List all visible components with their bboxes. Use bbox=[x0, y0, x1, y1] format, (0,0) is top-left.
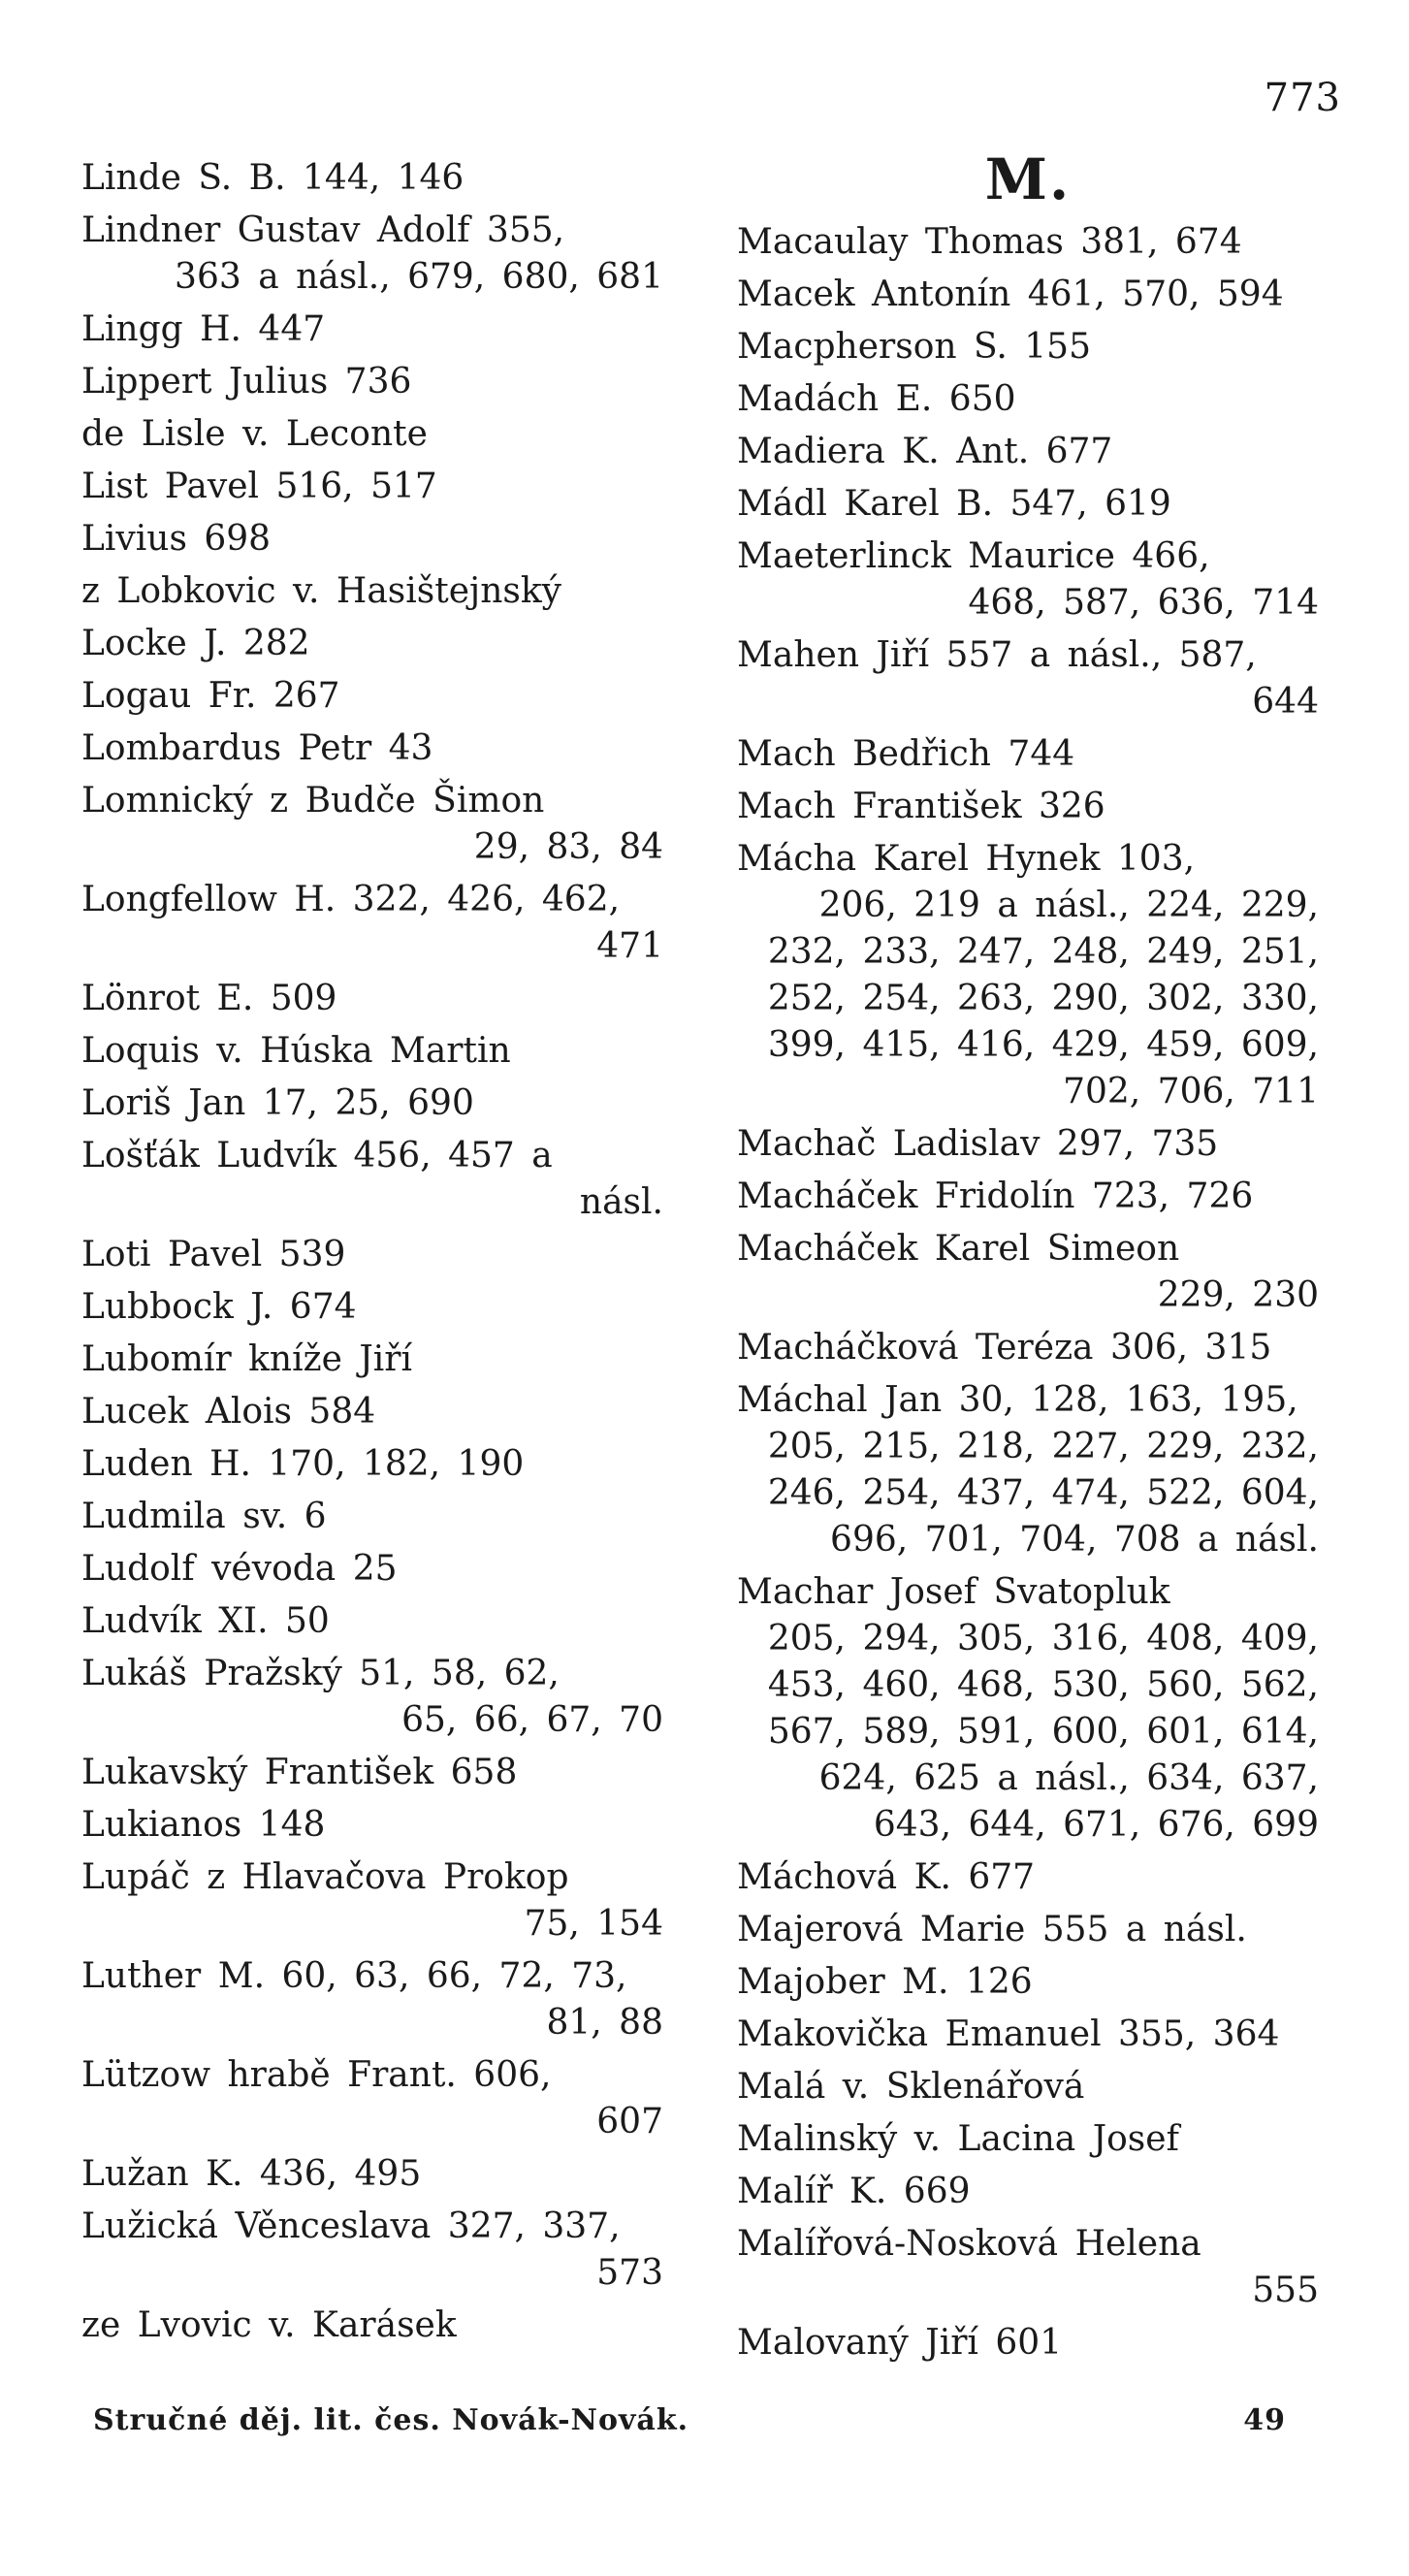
index-entry-name: Locke J. 282 bbox=[81, 624, 310, 663]
index-entry bbox=[81, 1028, 663, 1075]
index-entry-pages: 607 bbox=[596, 2102, 663, 2141]
index-entry-name: Loti Pavel 539 bbox=[81, 1235, 346, 1274]
index-entry bbox=[737, 1907, 1319, 1953]
index-entry-name: Mach Bedřich 744 bbox=[737, 734, 1075, 774]
index-entry bbox=[737, 376, 1319, 423]
page-number: 773 bbox=[1264, 76, 1341, 120]
index-column-left bbox=[81, 155, 663, 2355]
index-entry-pages: 75, 154 bbox=[524, 1904, 663, 1944]
index-entry bbox=[81, 673, 663, 720]
index-entry-pages: 206, 219 a násl., 224, 229, 232, 233, 247, 248, 249, 251, 252, 254, 263, 290, 302, 330, 399, 415, 416, 429, 459, 609, 702, 706, 711 bbox=[767, 886, 1319, 1111]
index-entry-pages: násl. bbox=[579, 1182, 663, 1222]
index-entry-name: Máchal Jan 30, 128, 163, 195, bbox=[737, 1380, 1298, 1420]
index-entry bbox=[737, 429, 1319, 475]
index-entry bbox=[737, 481, 1319, 528]
index-entry bbox=[81, 359, 663, 405]
index-entry bbox=[737, 1325, 1319, 1371]
index-entry-name: Luther M. 60, 63, 66, 72, 73, bbox=[81, 1956, 627, 1996]
index-entry bbox=[81, 1750, 663, 1796]
index-entry bbox=[81, 1598, 663, 1645]
index-entry bbox=[81, 2302, 663, 2349]
index-entry bbox=[81, 976, 663, 1022]
index-entry-name: Lupáč z Hlavačova Prokop bbox=[81, 1857, 569, 1897]
index-entry-name: Lippert Julius 736 bbox=[81, 362, 412, 402]
index-entry-name: Lukáš Pražský 51, 58, 62, bbox=[81, 1654, 560, 1693]
index-entry bbox=[81, 1854, 663, 1948]
index-entry-pages: 644 bbox=[1252, 682, 1319, 722]
index-entry-pages: 205, 215, 218, 227, 229, 232, 246, 254, 437, 474, 522, 604, 696, 701, 704, 708 a násl. bbox=[767, 1427, 1319, 1560]
index-entry-name: Lubomír kníže Jiří bbox=[81, 1339, 413, 1379]
index-entry bbox=[81, 877, 663, 970]
index-entry bbox=[81, 464, 663, 510]
index-entry-name: Madách E. 650 bbox=[737, 379, 1016, 419]
index-entry-name: Mádl Karel B. 547, 619 bbox=[737, 484, 1171, 524]
index-entry-name: Malíř K. 669 bbox=[737, 2172, 971, 2211]
index-entry-name: Lukianos 148 bbox=[81, 1805, 326, 1845]
index-entry bbox=[737, 1569, 1319, 1849]
index-entry-name: Ludolf vévoda 25 bbox=[81, 1549, 398, 1589]
index-entry-pages: 573 bbox=[596, 2253, 663, 2293]
index-entry-name: de Lisle v. Leconte bbox=[81, 414, 428, 454]
index-entry-name: Lönrot E. 509 bbox=[81, 979, 337, 1018]
index-entry-name: Lingg H. 447 bbox=[81, 309, 326, 349]
index-entry bbox=[81, 2204, 663, 2297]
index-entry-name: Lošťák Ludvík 456, 457 a bbox=[81, 1136, 553, 1175]
index-entry-name: Macek Antonín 461, 570, 594 bbox=[737, 274, 1284, 314]
index-entry-name: Lombardus Petr 43 bbox=[81, 728, 433, 768]
index-entry bbox=[81, 2052, 663, 2145]
index-entry bbox=[81, 1389, 663, 1435]
index-entry bbox=[737, 632, 1319, 725]
index-entry-name: Longfellow H. 322, 426, 462, bbox=[81, 880, 621, 919]
index-entry-pages: 81, 88 bbox=[546, 2003, 663, 2043]
index-entry-name: Máchová K. 677 bbox=[737, 1857, 1036, 1897]
index-entry bbox=[81, 1651, 663, 1744]
index-entry-name: Lukavský František 658 bbox=[81, 1753, 518, 1792]
index-entry-name: Lužická Věnceslava 327, 337, bbox=[81, 2206, 621, 2246]
index-entry bbox=[737, 731, 1319, 778]
index-entry-name: Lindner Gustav Adolf 355, bbox=[81, 210, 565, 250]
index-entry bbox=[737, 1226, 1319, 1319]
index-entry bbox=[81, 1133, 663, 1226]
index-entry bbox=[81, 306, 663, 353]
index-entry bbox=[737, 1959, 1319, 2006]
index-entry-name: Lubbock J. 674 bbox=[81, 1287, 357, 1327]
index-entry-name: Maeterlinck Maurice 466, bbox=[737, 536, 1210, 576]
index-entry-name: Macaulay Thomas 381, 674 bbox=[737, 222, 1242, 262]
index-entry bbox=[737, 2221, 1319, 2314]
index-entry-name: Malinský v. Lacina Josef bbox=[737, 2119, 1179, 2159]
index-entry-name: Machač Ladislav 297, 735 bbox=[737, 1124, 1219, 1164]
index-entry-name: Madiera K. Ant. 677 bbox=[737, 432, 1113, 471]
index-entry-name: Ludmila sv. 6 bbox=[81, 1497, 327, 1536]
index-entry-name: Lužan K. 436, 495 bbox=[81, 2154, 422, 2194]
index-entry-name: Makovička Emanuel 355, 364 bbox=[737, 2014, 1280, 2054]
footer-title: Stručné děj. lit. čes. Novák-Novák. bbox=[93, 2403, 689, 2437]
index-entry-pages: 205, 294, 305, 316, 408, 409, 453, 460, 468, 530, 560, 562, 567, 589, 591, 600, 601, 614, 624, 625 a násl., 634, 637, 643, 644, 671, 676, 699 bbox=[767, 1619, 1319, 1845]
index-entry-pages: 65, 66, 67, 70 bbox=[401, 1700, 663, 1740]
index-entry bbox=[81, 2151, 663, 2198]
index-entry bbox=[81, 1336, 663, 1383]
index-entry bbox=[81, 208, 663, 301]
index-entry-name: Macpherson S. 155 bbox=[737, 327, 1091, 367]
index-entry-pages: 555 bbox=[1252, 2270, 1319, 2310]
index-entry bbox=[81, 1494, 663, 1540]
footer-signature: 49 bbox=[1243, 2403, 1286, 2437]
index-entry bbox=[81, 725, 663, 772]
index-entry bbox=[737, 1121, 1319, 1168]
index-entry bbox=[81, 1953, 663, 2046]
index-entry-name: Ludvík XI. 50 bbox=[81, 1601, 330, 1641]
index-entry bbox=[81, 1802, 663, 1849]
index-entry-name: Mach František 326 bbox=[737, 787, 1105, 826]
index-entry bbox=[737, 836, 1319, 1115]
index-entry bbox=[81, 1232, 663, 1278]
index-entry bbox=[81, 516, 663, 563]
index-entry-pages: 471 bbox=[596, 926, 663, 966]
index-entry-name: Logau Fr. 267 bbox=[81, 676, 340, 716]
index-entry-name: Lomnický z Budče Šimon bbox=[81, 781, 545, 821]
index-entry bbox=[81, 621, 663, 667]
index-entry-name: Luden H. 170, 182, 190 bbox=[81, 1444, 525, 1484]
index-entry bbox=[737, 784, 1319, 830]
index-entry-name: Linde S. B. 144, 146 bbox=[81, 158, 464, 198]
index-entry bbox=[81, 1284, 663, 1331]
index-entry bbox=[81, 155, 663, 202]
index-entry-name: Macháček Fridolín 723, 726 bbox=[737, 1176, 1254, 1216]
index-column-right bbox=[737, 146, 1319, 2372]
index-entry-name: List Pavel 516, 517 bbox=[81, 467, 437, 506]
index-entry bbox=[737, 1854, 1319, 1901]
index-entry-name: Mahen Jiří 557 a násl., 587, bbox=[737, 635, 1257, 675]
index-entry-name: Lützow hrabě Frant. 606, bbox=[81, 2055, 552, 2095]
index-entry-name: Macháček Karel Simeon bbox=[737, 1229, 1180, 1269]
index-entry bbox=[737, 2116, 1319, 2163]
index-entry bbox=[81, 778, 663, 871]
index-entry bbox=[81, 411, 663, 458]
index-entry-pages: 468, 587, 636, 714 bbox=[968, 583, 1319, 623]
index-entry bbox=[81, 568, 663, 615]
index-entry bbox=[737, 1174, 1319, 1220]
index-entry bbox=[737, 2169, 1319, 2215]
index-entry-name: Mácha Karel Hynek 103, bbox=[737, 839, 1196, 879]
index-entry-name: Malovaný Jiří 601 bbox=[737, 2323, 1063, 2363]
index-entry-name: Livius 698 bbox=[81, 519, 272, 559]
index-entry bbox=[737, 219, 1319, 266]
index-entry bbox=[81, 1546, 663, 1593]
index-entry bbox=[81, 1441, 663, 1488]
index-entry-pages: 29, 83, 84 bbox=[473, 827, 663, 867]
index-entry-name: ze Lvovic v. Karásek bbox=[81, 2305, 457, 2345]
index-entry-pages: 363 a násl., 679, 680, 681 bbox=[175, 257, 663, 297]
index-entry-name: Loriš Jan 17, 25, 690 bbox=[81, 1083, 474, 1123]
index-entry-pages: 229, 230 bbox=[1157, 1275, 1319, 1315]
index-entry bbox=[737, 2064, 1319, 2110]
index-entry-name: Macháčková Teréza 306, 315 bbox=[737, 1328, 1272, 1368]
index-entry bbox=[737, 272, 1319, 318]
index-entry bbox=[737, 2320, 1319, 2367]
index-entry bbox=[81, 1080, 663, 1127]
index-entry bbox=[737, 324, 1319, 370]
index-entry bbox=[737, 2012, 1319, 2058]
letter-heading: M. bbox=[984, 146, 1072, 212]
index-entry-name: Malířová-Nosková Helena bbox=[737, 2224, 1201, 2264]
index-entry-name: Machar Josef Svatopluk bbox=[737, 1572, 1170, 1612]
index-entry-name: Lucek Alois 584 bbox=[81, 1392, 376, 1432]
index-entry-name: Malá v. Sklenářová bbox=[737, 2067, 1085, 2107]
index-entry bbox=[737, 533, 1319, 627]
index-entry-name: z Lobkovic v. Hasištejnský bbox=[81, 571, 561, 611]
index-entry-name: Majerová Marie 555 a násl. bbox=[737, 1910, 1247, 1949]
index-entry-name: Majober M. 126 bbox=[737, 1962, 1033, 2002]
index-entry bbox=[737, 1377, 1319, 1563]
page-footer bbox=[93, 2403, 1354, 2437]
index-entry-name: Loquis v. Húska Martin bbox=[81, 1031, 511, 1071]
